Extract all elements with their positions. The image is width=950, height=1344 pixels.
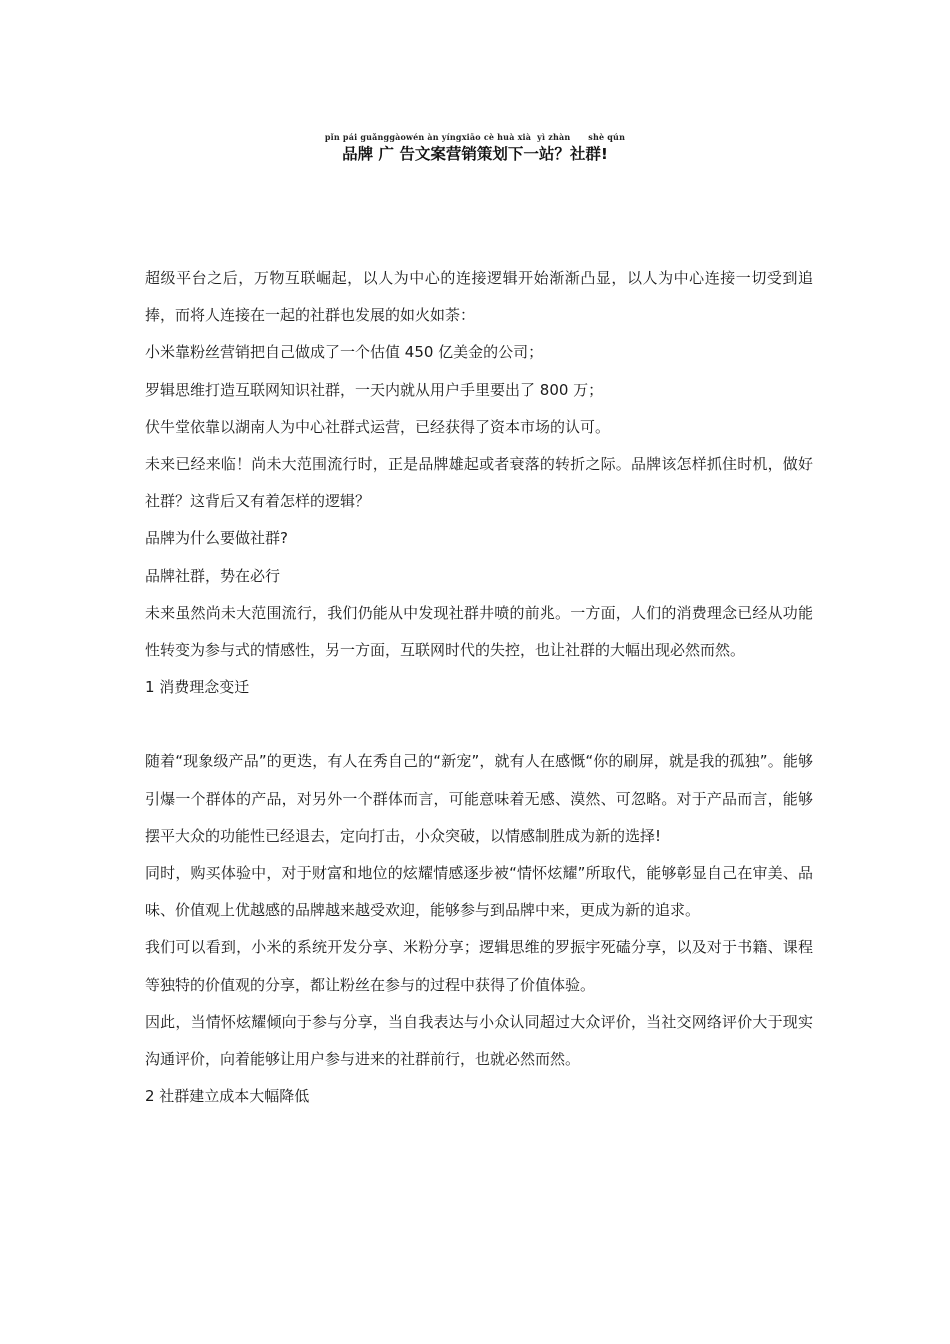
- paragraph: 未来已经来临！尚未大范围流行时，正是品牌雄起或者衰落的转折之际。品牌该怎样抓住时机，做好社群？这背后又有着怎样的逻辑？: [145, 455, 813, 511]
- title-block: [0, 131, 950, 165]
- section-heading: 2 社群建立成本大幅降低: [145, 1087, 310, 1106]
- document-title: 品牌 广 告文案营销策划下一站？社群!: [342, 145, 608, 163]
- title-pinyin: pǐn pái guǎnggàowén àn yíngxiāo cè huà xià yì zhàn shè qún: [324, 132, 626, 142]
- paragraph: 随着“现象级产品”的更迭，有人在秀自己的“新宠”，就有人在感慨“你的刷屏，就是我的孤独”。能够引爆一个群体的产品，对另外一个群体而言，可能意味着无感、漠然、可忽略。对于产品而言，能够摆平大众的功能性已经退去，定向打击，小众突破，以情感制胜成为新的选择!: [145, 752, 813, 845]
- paragraph: 因此，当情怀炫耀倾向于参与分享，当自我表达与小众认同超过大众评价，当社交网络评价大于现实沟通评价，向着能够让用户参与进来的社群前行，也就必然而然。: [145, 1012, 813, 1069]
- paragraph: 品牌为什么要做社群?: [145, 529, 288, 548]
- paragraph: 我们可以看到，小米的系统开发分享、米粉分享；逻辑思维的罗振宇死磕分享，以及对于书籍、课程等独特的价值观的分享，都让粉丝在参与的过程中获得了价值体验。: [145, 938, 813, 994]
- paragraph: 伏牛堂依靠以湖南人为中心社群式运营，已经获得了资本市场的认可。: [145, 417, 611, 436]
- paragraph: 品牌社群，势在必行: [145, 566, 281, 585]
- paragraph: 同时，购买体验中，对于财富和地位的炫耀情感逐步被“情怀炫耀”所取代，能够彰显自己在审美、品味、价值观上优越感的品牌越来越受欢迎，能够参与到品牌中来，更成为新的追求。: [145, 864, 813, 920]
- section-heading: 1 消费理念变迁: [145, 678, 250, 697]
- paragraph: 未来虽然尚未大范围流行，我们仍能从中发现社群井喷的前兆。一方面，人们的消费理念已经从功能性转变为参与式的情感性，另一方面，互联网时代的失控，也让社群的大幅出现必然而然。: [145, 603, 813, 660]
- paragraph: 小米靠粉丝营销把自己做成了一个估值 450 亿美金的公司；: [145, 343, 544, 362]
- body-text: [145, 260, 813, 1115]
- paragraph: 罗辑思维打造互联网知识社群，一天内就从用户手里要出了 800 万；: [145, 380, 604, 399]
- blank-line: [145, 706, 813, 743]
- paragraph: 超级平台之后，万物互联崛起，以人为中心的连接逻辑开始渐渐凸显，以人为中心连接一切受到追捧，而将人连接在一起的社群也发展的如火如荼：: [145, 269, 813, 325]
